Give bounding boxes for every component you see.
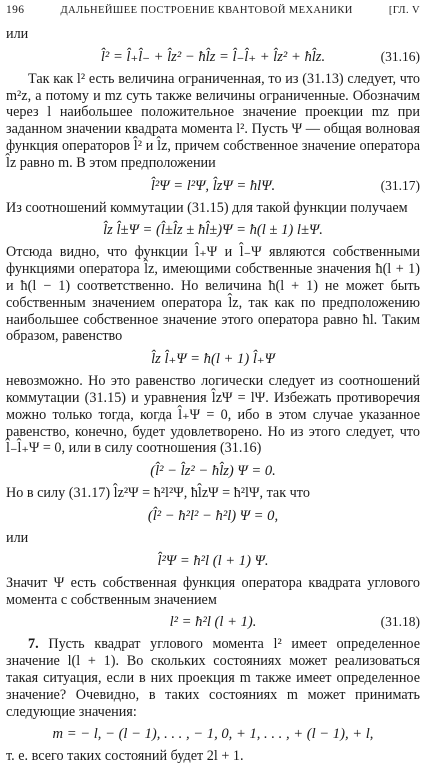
equation-formula: (l̂² − ħ²l² − ħ²l) Ψ = 0, (147, 507, 279, 524)
paragraph: т. е. всего таких состояний будет 2l + 1. (6, 748, 244, 765)
equation-formula: l̂² = l̂₊l̂₋ + l̂z² − ħl̂z = l̂₋l̂₊ + l̂z² + ħl̂z. (100, 48, 326, 65)
paragraph: Отсюда видно, что функции l̂₊Ψ и l̂₋Ψ являются собственными функциями оператора l̂z, имеющими собственные значения ħ(l + 1) и ħ(l − 1) соответственно. Но величина ħ(l + 1) не может быть собственным значением оператора l̂z, так как по предположению наибольшее собственное значение этого оператора равно ħl. Таким образом, равенство (6, 244, 420, 345)
paragraph: Так как l² есть величина ограниченная, то из (31.13) следует, что m²z, а потому и mz суть также величины ограниченные. Обозначим через l наибольшее положительное значение проекции mz при заданном значении квадрата момента l². Пусть Ψ — общая волновая функция операторов l̂² и l̂z, причем собственное значение оператора l̂z равно m. В этом предположении (6, 70, 420, 171)
equation-formula: m = − l, − (l − 1), . . . , − 1, 0, + 1, . . . , + (l − 1), + l, (52, 726, 374, 743)
equation-31-18 (6, 613, 420, 631)
word-or: или (6, 26, 29, 42)
equation-number: (31.18) (380, 614, 420, 630)
section-number: 7. (28, 636, 39, 653)
word-or: или (6, 529, 29, 546)
equation-formula: (l̂² − l̂z² − ħl̂z) Ψ = 0. (150, 463, 276, 480)
paragraph-text: Пусть квадрат углового момента l² имеет определенное значение l(l + 1). Во скольких состояниях может реализоваться такая ситуация, если в них проекция m также имеет определенное значение? Очевидно, в таких состояниях m может принимать следующие значения: (6, 636, 420, 720)
equation-difference (6, 462, 420, 480)
equation-formula: l̂²Ψ = ħ²l (l + 1) Ψ. (157, 552, 269, 569)
equation-zero (6, 507, 420, 525)
equation-formula: l̂z l̂₊Ψ = ħ(l + 1) l̂₊Ψ (151, 351, 275, 368)
equation-commutation (6, 221, 420, 239)
running-title: ДАЛЬНЕЙШЕЕ ПОСТРОЕНИЕ КВАНТОВОЙ МЕХАНИКИ (60, 5, 353, 16)
equation-number: (31.17) (380, 177, 420, 193)
equation-number: (31.16) (380, 48, 420, 64)
running-header (6, 0, 420, 26)
paragraph: Но в силу (31.17) l̂z²Ψ = ħ²l²Ψ, ħl̂zΨ = ħ²lΨ, так что (6, 485, 310, 502)
equation-formula: l̂z l̂±Ψ = (l̂±l̂z ± ħl̂±)Ψ = ħ(l ± 1) l±Ψ. (103, 222, 323, 239)
paragraph: Из соотношений коммутации (31.15) для такой функции получаем (6, 199, 408, 216)
equation-formula: l̂²Ψ = l²Ψ, l̂zΨ = ħlΨ. (150, 177, 276, 194)
equation-31-17 (6, 177, 420, 195)
equation-formula: l² = ħ²l (l + 1). (169, 614, 257, 631)
paragraph: Значит Ψ есть собственная функция оператора квадрата углового момента с собственным значением (6, 574, 420, 608)
equation-31-16 (6, 48, 420, 66)
equation-raising (6, 350, 420, 368)
chapter-marker: [ГЛ. V (388, 5, 420, 16)
equation-m-values (6, 725, 420, 743)
page-number: 196 (6, 4, 25, 16)
equation-eigenvalue (6, 552, 420, 570)
paragraph-7 (6, 636, 420, 720)
paragraph: невозможно. Но это равенство логически следует из соотношений коммутации (31.15) и уравнения l̂zΨ = lΨ. Избежать противоречия можно только тогда, когда l̂₊Ψ = 0, ибо в этом случае указанное равенство, конечно, будет удовлетворено. Но из этого следует, что l̂₋l̂₊Ψ = 0, или в силу соотношения (31.16) (6, 373, 420, 457)
